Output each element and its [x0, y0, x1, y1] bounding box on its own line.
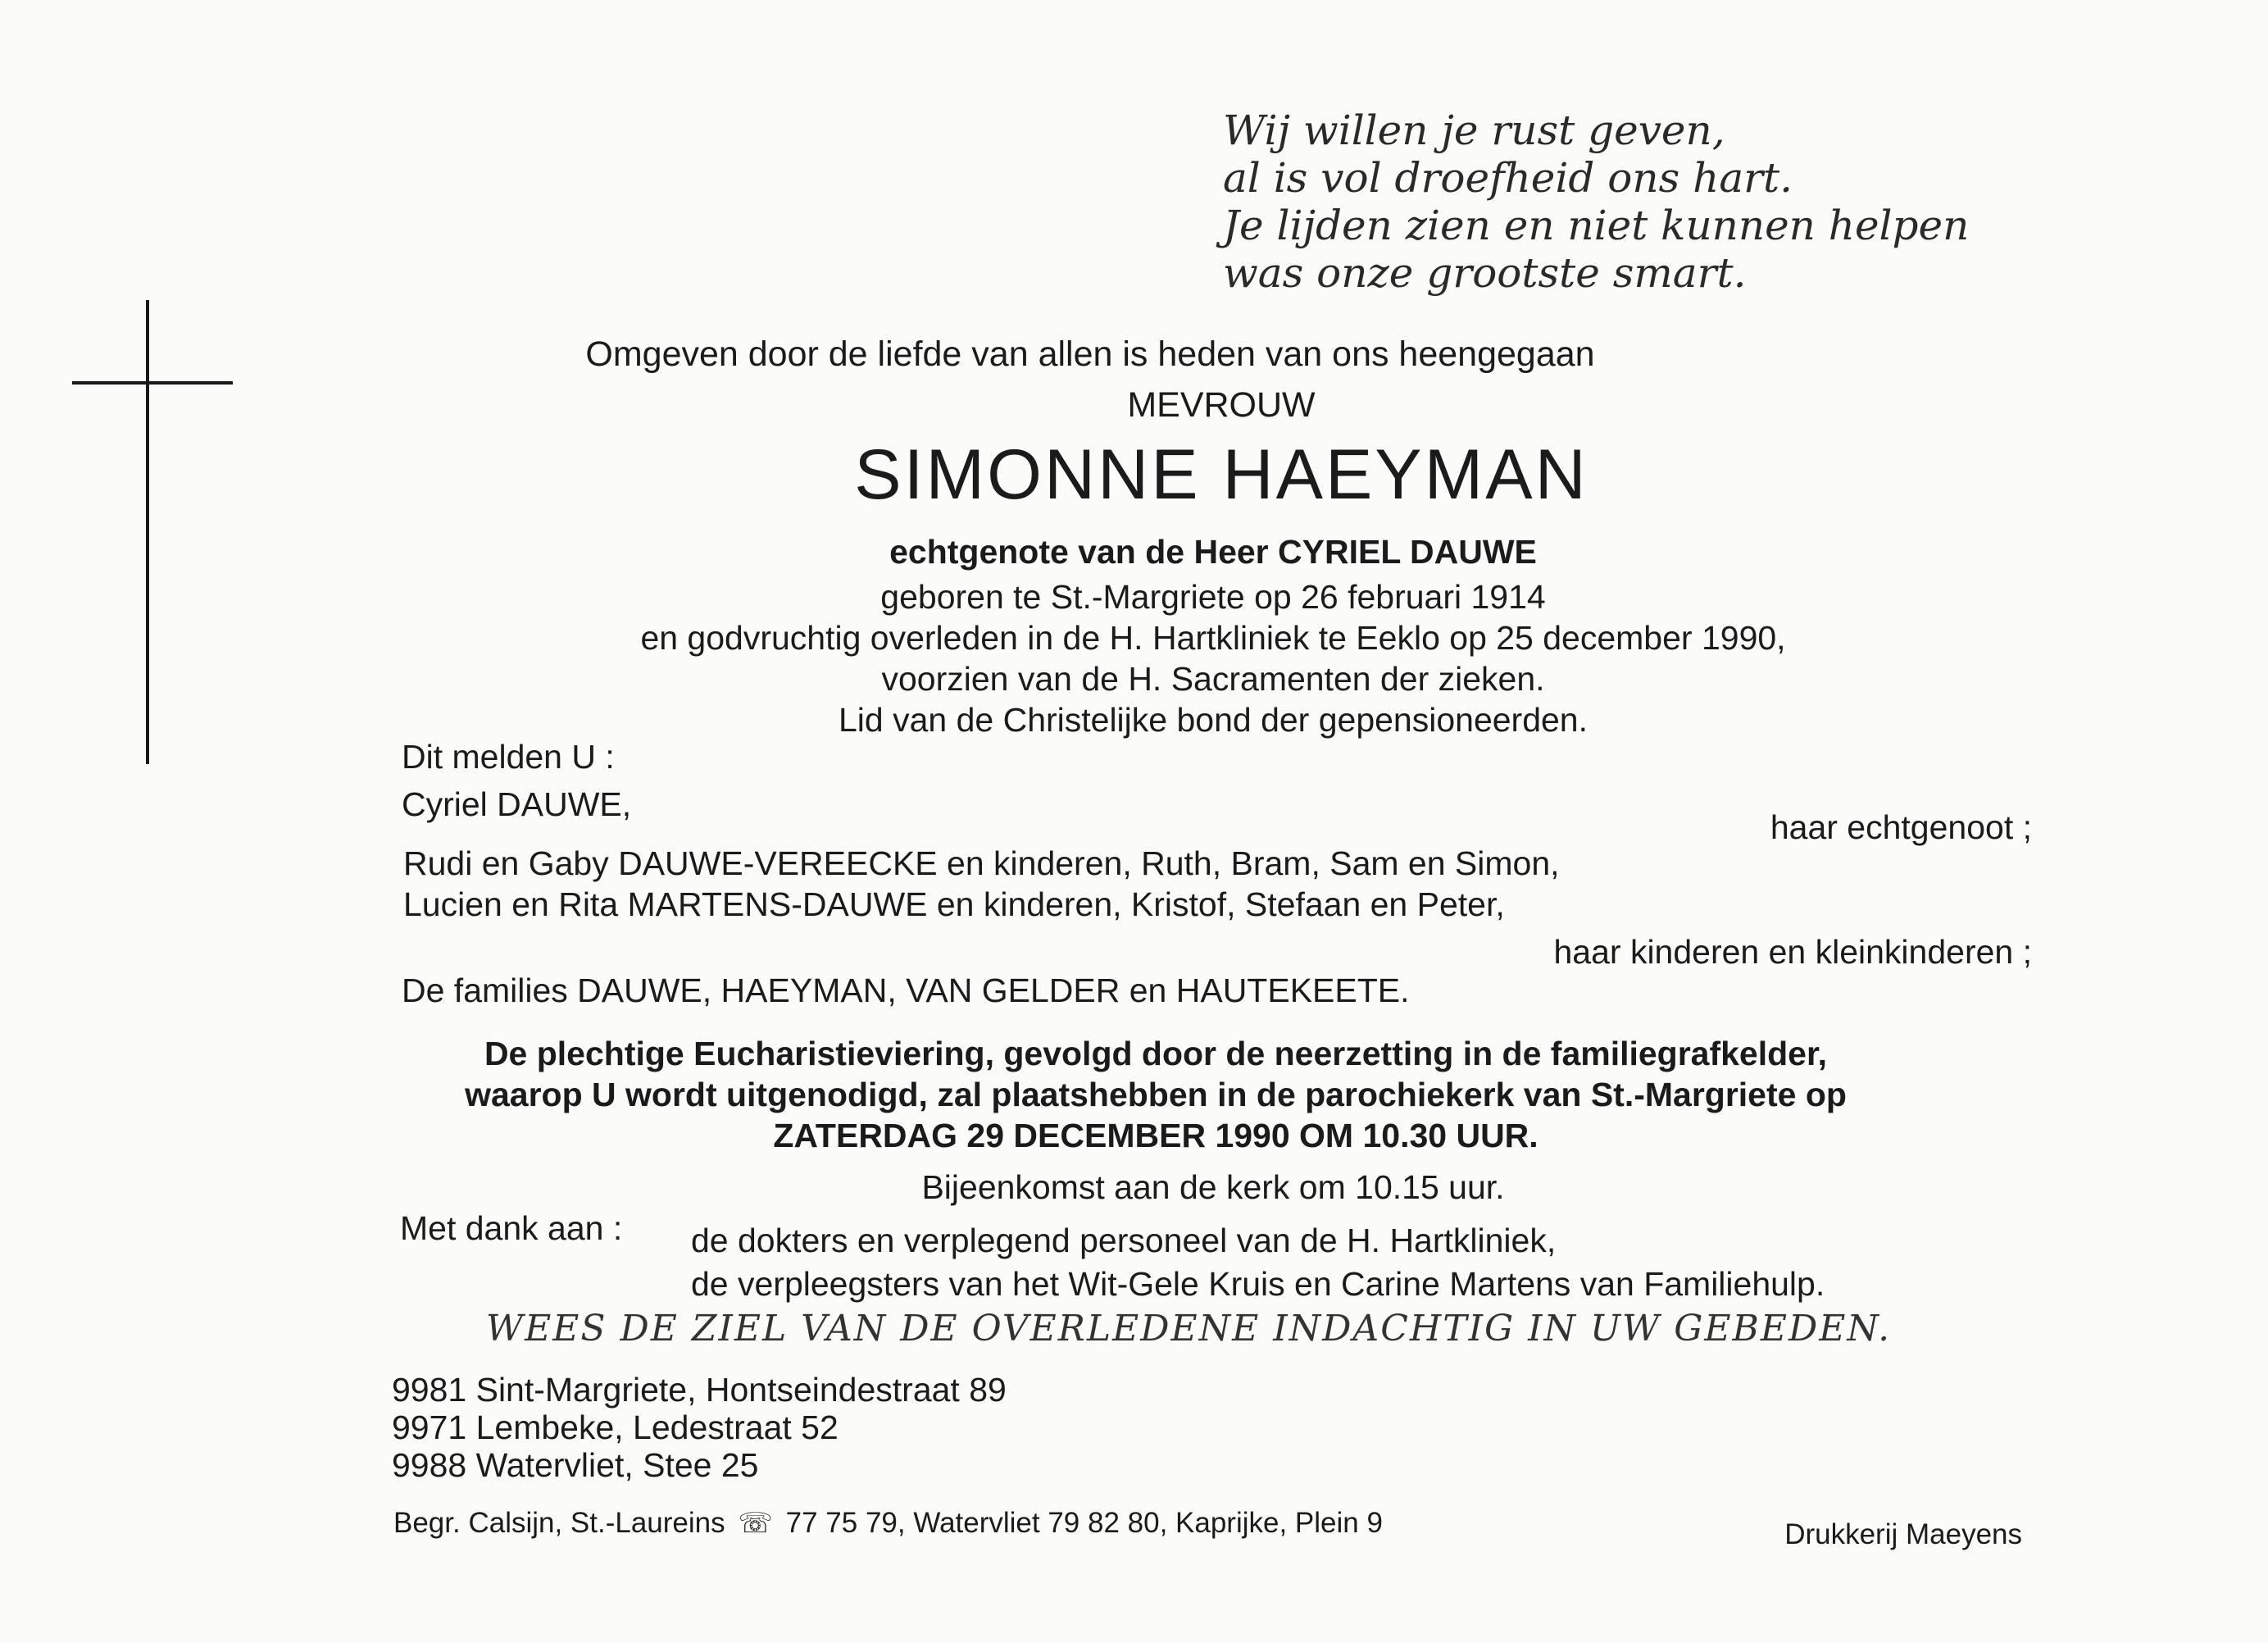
telephone-icon: ☏: [738, 1508, 773, 1539]
address-line: 9971 Lembeke, Ledestraat 52: [392, 1409, 839, 1446]
undertaker: Begr. Calsijn, St.-Laureins: [393, 1507, 725, 1539]
deceased-name: SIMONNE HAEYMAN: [854, 435, 1589, 514]
contact-details: 77 75 79, Watervliet 79 82 80, Kaprijke, Plein 9: [785, 1507, 1383, 1539]
closing-prayer: WEES DE ZIEL VAN DE OVERLEDENE INDACHTIG IN UW GEBEDEN.: [485, 1308, 1892, 1349]
poem-line: Wij willen je rust geven,: [1223, 107, 1725, 154]
honorific: MEVROUW: [1127, 385, 1316, 425]
membership-line: Lid van de Christelijke bond der gepensioneerden.: [838, 701, 1588, 739]
sacraments-line: voorzien van de H. Sacramenten der zieken.: [881, 660, 1545, 698]
address-line: 9988 Watervliet, Stee 25: [392, 1446, 759, 1484]
ceremony-date: ZATERDAG 29 DECEMBER 1990 OM 10.30 UUR.: [773, 1117, 1539, 1154]
ceremony-line: waarop U wordt uitgenodigd, zal plaatshebben in de parochiekerk van St.-Margriete op: [465, 1076, 1847, 1113]
families-line: De families DAUWE, HAEYMAN, VAN GELDER en HAUTEKEETE.: [402, 972, 1410, 1009]
thanks-label: Met dank aan :: [400, 1209, 623, 1247]
thanks-line: de dokters en verplegend personeel van de H. Hartkliniek,: [691, 1222, 1557, 1259]
husband-role: haar echtgenoot ;: [1770, 808, 2032, 846]
address-line: 9981 Sint-Margriete, Hontseindestraat 89: [392, 1371, 1007, 1409]
children-role: haar kinderen en kleinkinderen ;: [1553, 933, 2032, 971]
child-line: Rudi en Gaby DAUWE-VEREECKE en kinderen, Ruth, Bram, Sam en Simon,: [403, 844, 1560, 882]
poem-line: Je lijden zien en niet kunnen helpen: [1223, 202, 1970, 249]
spouse-line: echtgenote van de Heer CYRIEL DAUWE: [889, 533, 1537, 571]
thanks-line: de verpleegsters van het Wit-Gele Kruis en Carine Martens van Familiehulp.: [691, 1265, 1825, 1303]
intro-text: Omgeven door de liefde van allen is heden van ons heengegaan: [585, 335, 1595, 374]
poem: [1223, 107, 1969, 297]
ceremony-line: De plechtige Eucharistieviering, gevolgd door de neerzetting in de familiegrafkelder,: [484, 1035, 1828, 1072]
gathering-line: Bijeenkomst aan de kerk om 10.15 uur.: [921, 1168, 1505, 1206]
birth-line: geboren te St.-Margriete op 26 februari 1914: [880, 578, 1546, 616]
printer: Drukkerij Maeyens: [1784, 1518, 2022, 1550]
child-line: Lucien en Rita MARTENS-DAUWE en kinderen, Kristof, Stefaan en Peter,: [403, 885, 1505, 923]
death-line: en godvruchtig overleden in de H. Hartkliniek te Eeklo op 25 december 1990,: [640, 619, 1786, 657]
announce-label: Dit melden U :: [402, 738, 615, 776]
husband-name: Cyriel DAUWE,: [402, 785, 632, 823]
poem-line: al is vol droefheid ons hart.: [1223, 154, 1793, 202]
poem-line: was onze grootste smart.: [1223, 249, 1747, 297]
footer-contact: [393, 1507, 1383, 1540]
